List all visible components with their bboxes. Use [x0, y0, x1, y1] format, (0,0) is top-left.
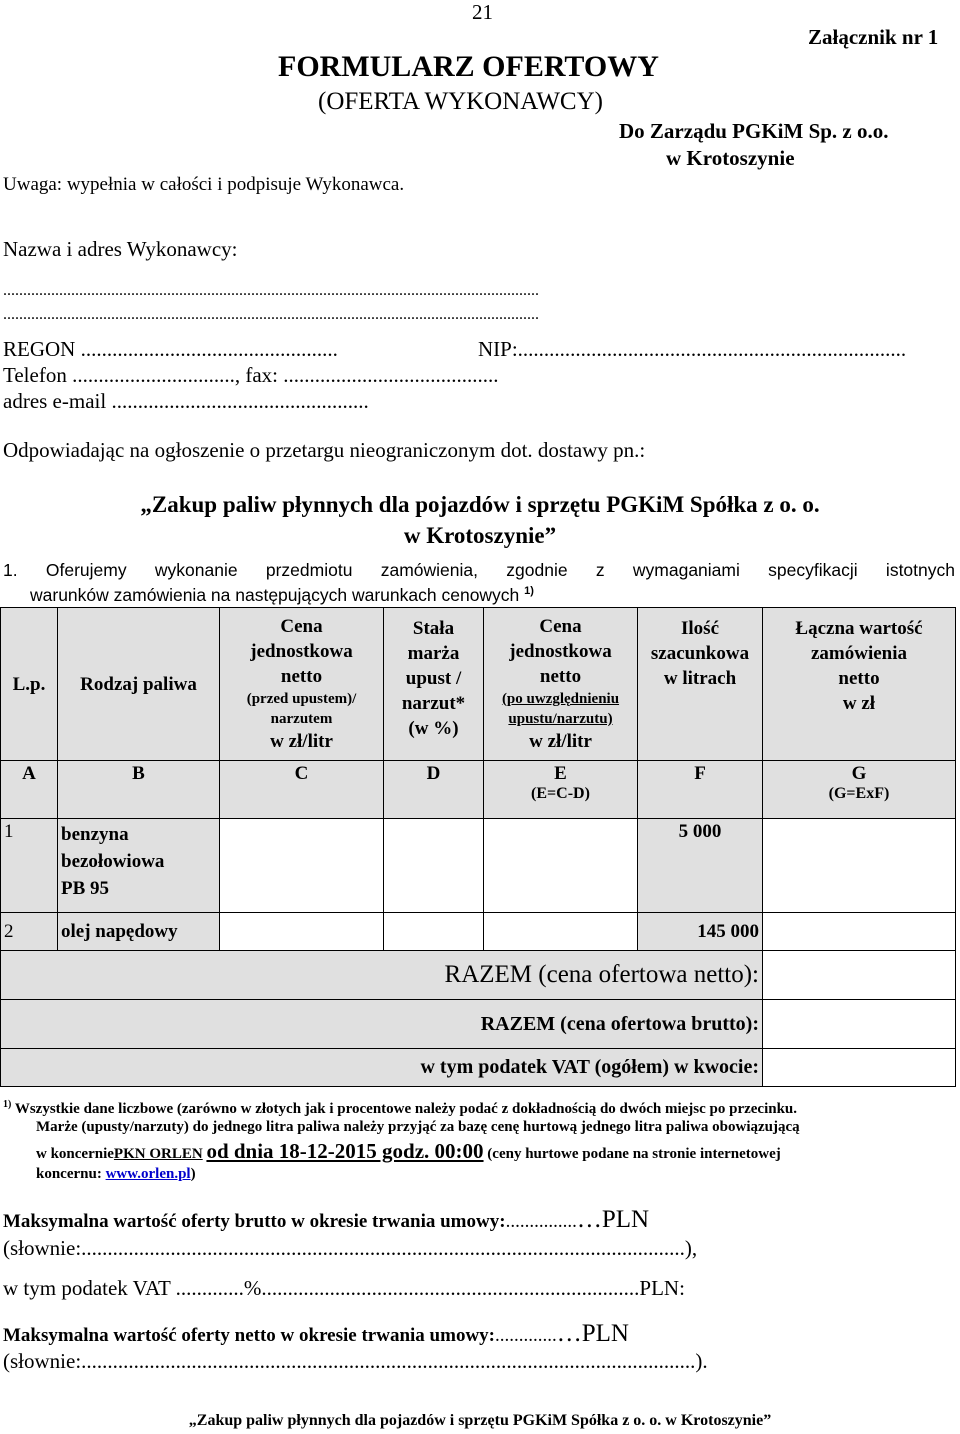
max-net-label: Maksymalna wartość oferty netto w okresie trwania umowy:	[3, 1325, 495, 1346]
sum-net-text: RAZEM (cena ofertowa netto):	[444, 961, 759, 988]
footnote-line3-d: (ceny hurtowe podane na stronie internetowej	[487, 1146, 781, 1162]
row2-total-input[interactable]	[763, 913, 956, 951]
header-price-after	[484, 608, 638, 761]
row1-fuel-l1: bezołowiowa	[61, 851, 165, 872]
footnote-line3-a: w koncernie	[36, 1146, 114, 1162]
phone-fax-field[interactable]: Telefon ..............................., fax: .........................................	[3, 363, 499, 387]
vat-amount-line[interactable]: w tym podatek VAT .............%........................................................................PLN:	[3, 1276, 685, 1300]
letter-g: G	[851, 763, 867, 784]
attachment-label: Załącznik nr 1	[808, 25, 939, 49]
footnote-line4-a: koncernu:	[36, 1166, 102, 1182]
footnote-text1: Wszystkie dane liczbowe (zarówno w złotych jak i procentowe należy podać z dokładnością do dwóch miejsc po przecinku.	[14, 1101, 798, 1117]
row2-fuel: olej napędowy	[58, 913, 220, 951]
point1-line2	[30, 585, 534, 606]
nip-field[interactable]: NIP:..........................................................................	[478, 337, 907, 361]
form-title: FORMULARZ OFERTOWY	[278, 50, 659, 83]
header-price2-l1: jednostkowa	[509, 641, 612, 662]
row1-price-before-input[interactable]	[220, 819, 384, 913]
header-total-l1: zamówienia	[810, 643, 908, 664]
orlen-link[interactable]: www.orlen.pl	[105, 1166, 191, 1182]
letter-g-cell	[763, 761, 956, 819]
row1-total-input[interactable]	[763, 819, 956, 913]
vat-row	[1, 1049, 956, 1087]
row2-price-before-input[interactable]	[220, 913, 384, 951]
addressee-line1: Do Zarządu PGKiM Sp. z o.o.	[619, 119, 889, 143]
sum-net-label	[1, 951, 763, 1000]
footnote-line3	[36, 1140, 781, 1165]
letter-a: A	[1, 761, 58, 819]
words-line1[interactable]: (słownie:...................................................................................................................),	[3, 1236, 698, 1260]
sum-gross-label: RAZEM (cena ofertowa brutto):	[1, 1000, 763, 1049]
form-subtitle: (OFERTA WYKONAWCY)	[318, 88, 603, 115]
footnote-line4-c: )	[190, 1166, 196, 1182]
vat-total-input[interactable]	[763, 1049, 956, 1087]
header-price1-l0: Cena	[280, 616, 323, 637]
header-qty-l1: szacunkowa	[650, 643, 750, 664]
table-row	[1, 819, 956, 913]
header-price2-l5: w zł/litr	[529, 731, 592, 752]
header-margin-l1: marża	[407, 643, 460, 664]
footnote-orlen: PKN ORLEN	[113, 1146, 203, 1162]
sum-gross-input[interactable]	[763, 1000, 956, 1049]
sum-net-input[interactable]	[763, 951, 956, 1000]
max-gross-line	[3, 1206, 649, 1234]
header-price1-l4: narzutem	[270, 711, 333, 727]
row2-lp: 2	[1, 913, 58, 951]
letters-row	[1, 761, 956, 819]
header-qty-l0: Ilość	[681, 618, 719, 639]
header-total	[763, 608, 956, 761]
page-footer: „Zakup paliw płynnych dla pojazdów i sprzętu PGKiM Spółka z o. o. w Krotoszynie”	[188, 1412, 772, 1429]
row1-price-after-input[interactable]	[484, 819, 638, 913]
regon-field[interactable]: REGON .................................................	[3, 337, 338, 361]
header-price1-l3: (przed upustem)/	[246, 691, 357, 707]
footnote-line2: Marże (upusty/narzuty) do jednego litra paliwa należy przyjąć za bazę cenę hurtową jednego litra paliwa obowiązującą	[36, 1119, 800, 1135]
header-total-l2: netto	[838, 668, 880, 689]
footnote-line4	[36, 1163, 196, 1185]
letter-e-formula: (E=C-D)	[531, 785, 590, 802]
letter-b: B	[58, 761, 220, 819]
letter-c: C	[220, 761, 384, 819]
point1-line1: 1. Oferujemy wykonanie przedmiotu zamówienia, zgodnie z wymaganiami specyfikacji istotnych	[3, 560, 955, 580]
point1-footnote-ref: 1)	[524, 585, 534, 598]
row1-fuel-l2: PB 95	[61, 878, 110, 899]
addressee-line2: w Krotoszynie	[666, 146, 795, 170]
max-net-currency: …PLN	[556, 1320, 629, 1347]
header-lp: L.p.	[1, 608, 58, 761]
header-total-l0: Łączna wartość	[795, 618, 923, 639]
row1-fuel-l0: benzyna	[61, 824, 129, 845]
email-field[interactable]: adres e-mail .................................................	[3, 389, 369, 413]
row1-fuel	[58, 819, 220, 913]
point1-line2-text: warunków zamówienia na następujących warunkach cenowych	[30, 585, 520, 605]
header-price2-l0: Cena	[539, 616, 582, 637]
contractor-dots-line2[interactable]: ......................................................................................................................................	[3, 306, 539, 323]
header-price2-l4: upustu/narzutu)	[508, 711, 613, 727]
row1-qty: 5 000	[638, 819, 763, 913]
letter-f: F	[638, 761, 763, 819]
header-price1-l1: jednostkowa	[250, 641, 353, 662]
header-margin-l4: (w %)	[408, 718, 459, 739]
fill-note: Uwaga: wypełnia w całości i podpisuje Wykonawca.	[3, 174, 405, 195]
footnote-date: od dnia 18-12-2015 godz. 00:00	[206, 1139, 484, 1163]
sum-net-row	[1, 951, 956, 1000]
row1-lp: 1	[1, 819, 58, 913]
header-price-before	[220, 608, 384, 761]
words-line2[interactable]: (słownie:.....................................................................................................................).	[3, 1349, 708, 1373]
header-margin	[384, 608, 484, 761]
table-row	[1, 913, 956, 951]
project-name-line2: w Krotoszynie”	[403, 523, 557, 548]
letter-e-cell	[484, 761, 638, 819]
header-price2-l3: (po uwzględnieniu	[501, 691, 620, 707]
letter-e: E	[554, 763, 567, 784]
header-total-l3: w zł	[842, 693, 876, 714]
header-price1-l2: netto	[280, 666, 323, 687]
row2-qty: 145 000	[638, 913, 763, 951]
row2-price-after-input[interactable]	[484, 913, 638, 951]
header-price1-l5: w zł/litr	[270, 731, 333, 752]
footnote-marker: 1)	[3, 1099, 12, 1110]
sum-gross-row	[1, 1000, 956, 1049]
page-number: 21	[472, 0, 493, 24]
max-gross-dots[interactable]: ...............	[505, 1211, 577, 1232]
table-header-row	[1, 608, 956, 761]
row1-margin-input[interactable]	[384, 819, 484, 913]
header-margin-l2: upust /	[405, 668, 462, 689]
header-fuel: Rodzaj paliwa	[58, 608, 220, 761]
max-gross-currency: …PLN	[576, 1206, 650, 1233]
header-price2-l2: netto	[539, 666, 582, 687]
vat-total-label: w tym podatek VAT (ogółem) w kwocie:	[1, 1049, 763, 1087]
header-margin-l3: narzut*	[401, 693, 466, 714]
project-name-line1: „Zakup paliw płynnych dla pojazdów i sprzętu PGKiM Spółka z o. o.	[140, 492, 820, 517]
contractor-dots-line1[interactable]: ......................................................................................................................................	[3, 282, 539, 299]
contractor-name-label: Nazwa i adres Wykonawcy:	[3, 237, 238, 261]
letter-g-formula: (G=ExF)	[828, 785, 890, 802]
header-qty	[638, 608, 763, 761]
max-gross-label: Maksymalna wartość oferty brutto w okresie trwania umowy:	[3, 1211, 506, 1232]
header-margin-l0: Stała	[412, 618, 455, 639]
header-qty-l2: w litrach	[663, 668, 737, 689]
offer-table	[0, 607, 956, 1087]
intro-text: Odpowiadając na ogłoszenie o przetargu nieograniczonym dot. dostawy pn.:	[3, 438, 646, 462]
max-net-line	[3, 1320, 629, 1348]
row2-margin-input[interactable]	[384, 913, 484, 951]
max-net-dots[interactable]: .............	[495, 1325, 557, 1346]
letter-d: D	[384, 761, 484, 819]
